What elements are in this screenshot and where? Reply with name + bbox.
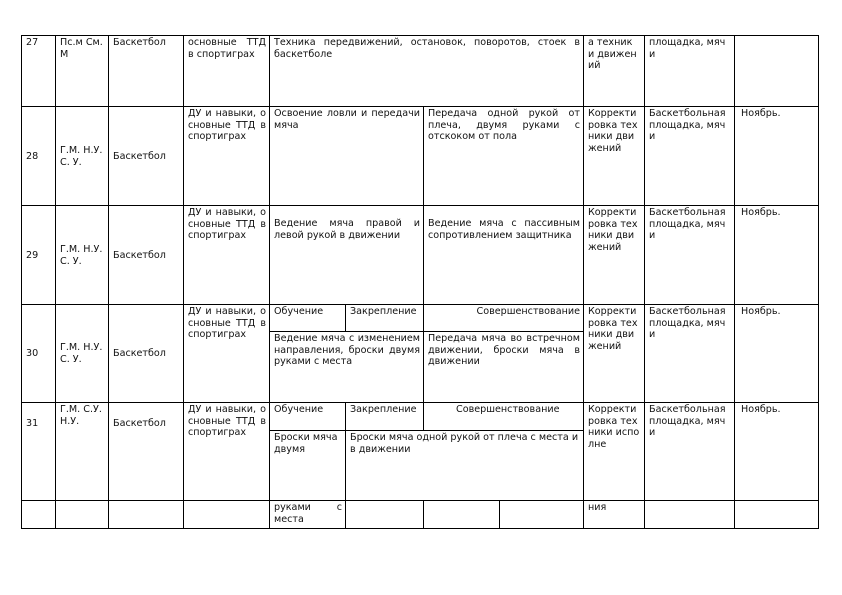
- row-27-teacher: Пс.м См.М: [60, 37, 103, 60]
- row-31-number: 31: [26, 417, 39, 429]
- row-29-number: 29: [26, 249, 39, 261]
- row-28-month: Ноябрь.: [741, 108, 781, 119]
- row-continued-content-learn: руками с места: [274, 502, 342, 525]
- row-27-number: 27: [26, 37, 39, 48]
- row-31-month: Ноябрь.: [741, 404, 781, 415]
- row-30-place: Баскетбольная площадка, мячи: [649, 306, 726, 341]
- row-28-content-improve: Передача одной рукой от плеча, двумя руками с отскоком от пола: [428, 108, 580, 143]
- row-31-type: ДУ и навыки, основные ТТД в спортиграх: [188, 404, 266, 439]
- row-31-header-improve: Совершенствование: [456, 404, 560, 415]
- row-30-type: ДУ и навыки, основные ТТД в спортиграх: [188, 306, 266, 341]
- row-30-content-learn: Ведение мяча с изменением направления, броски двумя руками с места: [274, 333, 420, 368]
- row-29-content-improve: Ведение мяча с пассивным сопротивлением защитника: [428, 218, 580, 241]
- row-30-number: 30: [26, 348, 39, 360]
- row-28-type: ДУ и навыки, основные ТТД в спортиграх: [188, 108, 266, 143]
- row-30-header-improve: Совершенствование: [476, 306, 580, 317]
- row-30-month: Ноябрь.: [741, 306, 781, 317]
- row-27-check: а техник и движений: [588, 37, 637, 72]
- row-31-header-fix: Закрепление: [350, 404, 417, 415]
- row-27-type: основные ТТД в спортиграх: [188, 37, 266, 60]
- row-28-check: Корректировка техники движений: [588, 108, 638, 154]
- row-30-header-fix: Закрепление: [350, 306, 417, 317]
- row-31-header-learn: Обучение: [274, 404, 324, 415]
- row-31-content-fix: Броски мяча одной рукой от плеча с места и в движении: [350, 432, 579, 455]
- row-27-month: [735, 36, 818, 106]
- row-28-place: Баскетбольная площадка, мячи: [649, 108, 726, 143]
- row-31-content-learn: Броски мяча двумя: [274, 432, 338, 455]
- row-30-header-learn: Обучение: [274, 306, 324, 317]
- row-29-teacher: Г.М. Н.У. С. У.: [60, 243, 103, 267]
- row-27-place: площадка, мячи: [649, 37, 726, 60]
- row-29-place: Баскетбольная площадка, мячи: [649, 207, 726, 242]
- row-29-content-learn: Ведение мяча правой и левой рукой в движении: [274, 218, 420, 241]
- row-30-check: Корректировка техники движений: [588, 306, 638, 352]
- row-28-content-learn: Освоение ловли и передачи мяча: [274, 108, 420, 131]
- row-29-month: Ноябрь.: [741, 207, 781, 218]
- row-31-place: Баскетбольная площадка, мячи: [649, 404, 726, 439]
- row-29-sport: Баскетбол: [113, 249, 166, 261]
- row-31-teacher: Г.М. С.У. Н.У.: [60, 404, 102, 427]
- row-28-teacher: Г.М. Н.У. С. У.: [60, 144, 103, 168]
- row-27-content: Техника передвижений, остановок, поворотов, стоек в баскетболе: [274, 37, 580, 60]
- row-29-type: ДУ и навыки, основные ТТД в спортиграх: [188, 207, 266, 242]
- row-31-check: Корректировка техники исполне: [588, 404, 640, 450]
- row-30-content-improve: Передача мяча во встречном движении, броски мяча в движении: [428, 333, 580, 368]
- row-28-sport: Баскетбол: [113, 150, 166, 162]
- row-31-sport: Баскетбол: [113, 417, 166, 429]
- row-29-check: Корректировка техники движений: [588, 207, 638, 253]
- row-30-sport: Баскетбол: [113, 348, 166, 360]
- row-28-number: 28: [26, 150, 39, 162]
- row-continued-check: ния: [588, 502, 607, 513]
- row-30-teacher: Г.М. Н.У. С. У.: [60, 342, 103, 365]
- row-27-sport: Баскетбол: [113, 37, 166, 48]
